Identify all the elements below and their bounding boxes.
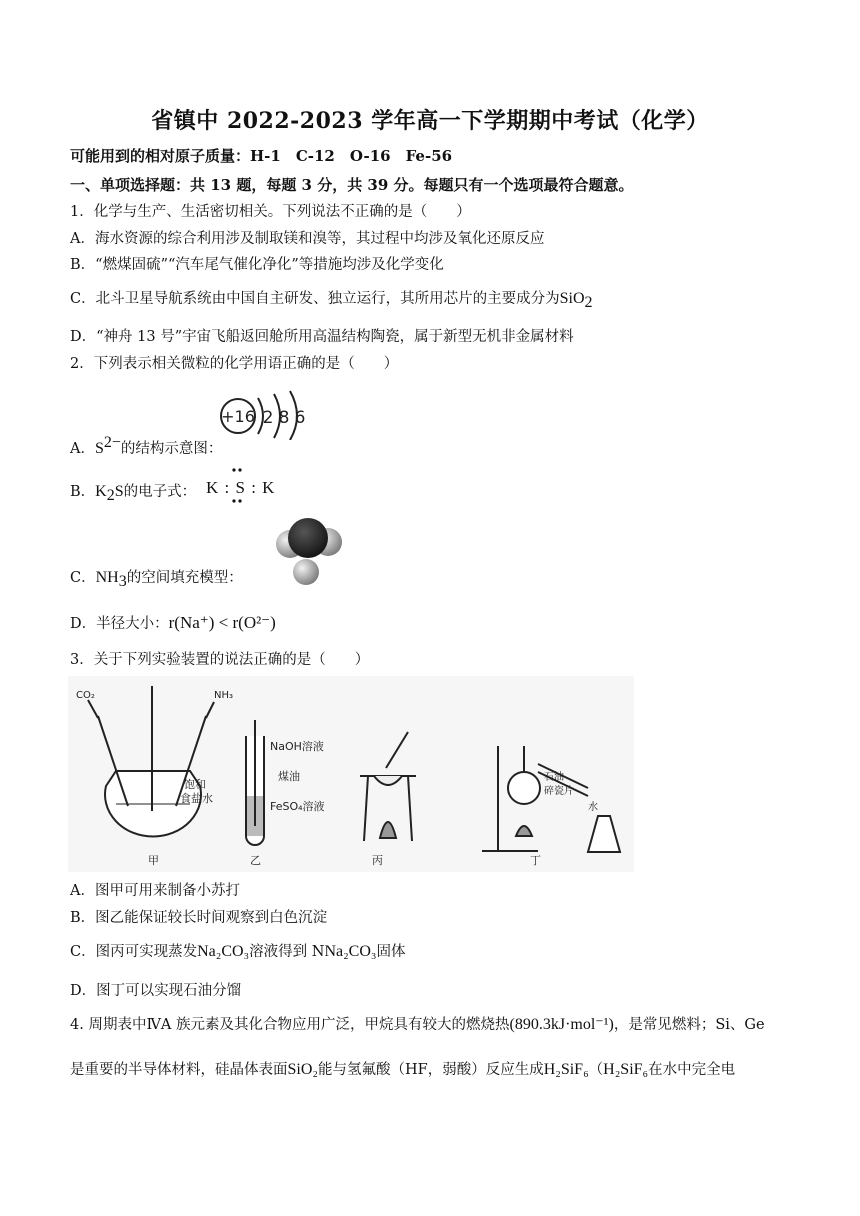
feso4-label: FeSO₄溶液 (270, 800, 325, 813)
q2-option-b (70, 480, 196, 505)
section-heading: 一、单项选择题：共 13 题，每题 3 分，共 39 分。每题只有一个选项最符合题意。 (70, 176, 634, 194)
shell-electrons-2: 8 (278, 408, 290, 428)
q3-option-a: A．图甲可用来制备小苏打 (70, 883, 240, 899)
dot (238, 499, 241, 502)
radius-comparison: r(Na⁺) < r(O²⁻) (168, 613, 276, 632)
nh3-subscript: 3 (118, 572, 127, 590)
q1-option-c-text: C．北斗卫星导航系统由中国自主研发、独立运行，其所用芯片的主要成分为 (70, 291, 560, 307)
q3-option-c (70, 940, 405, 961)
water-label: 水 (588, 802, 598, 813)
nucleus-charge: +16 (221, 407, 255, 426)
page-title: 省镇中 2022-2023 学年高一下学期期中考试（化学） (151, 108, 709, 134)
brine-label-2: 食盐水 (180, 792, 213, 805)
dot (232, 468, 235, 471)
q2-option-c (70, 566, 243, 591)
k2s-formula: K (95, 483, 107, 500)
q4-line-2 (70, 1058, 735, 1079)
electron-formula: K : S : K (206, 478, 276, 497)
experiment-apparatus-figure (68, 676, 634, 872)
k2s-subscript: 2 (106, 486, 115, 504)
q2-option-d (70, 612, 276, 633)
dot (238, 468, 241, 471)
q3-c-text-2: 溶液得到 N (249, 944, 325, 960)
q3-c-text-1: C．图丙可实现蒸发 (70, 944, 198, 960)
nh3-formula: NH (95, 569, 119, 586)
naoh-label: NaOH溶液 (270, 740, 324, 753)
na2co3-formula-2: Na₂CO₃ (324, 943, 377, 960)
q1-option-d: D．“神舟 13 号”宇宙飞船返回舱所用高温结构陶瓷，属于新型无机非金属材料 (70, 329, 574, 345)
q4-line-2-tail: 在水中完全电 (648, 1062, 736, 1078)
q1-option-b: B．“燃煤固硫”“汽车尾气催化净化”等措施均涉及化学变化 (70, 257, 444, 273)
label-yi: 乙 (250, 854, 261, 867)
shell-electrons-3: 6 (294, 408, 306, 428)
q4-line-2-text: 是重要的半导体材料，硅晶体表面 (70, 1062, 288, 1078)
na2co3-formula-1: Na₂CO₃ (197, 943, 250, 960)
s-ion-charge: 2− (103, 434, 121, 451)
sio2-subscript: 2 (584, 293, 593, 311)
kerosene-label: 煤油 (278, 770, 300, 783)
shell-electrons-1: 2 (262, 408, 274, 428)
q4-line-1-tail: ，是常见燃料；Si、Ge (613, 1017, 765, 1033)
chips-label: 碎瓷片 (544, 786, 574, 797)
n-atom (288, 518, 328, 558)
s-ion: S (94, 439, 104, 457)
q2-d-text: D．半径大小： (70, 616, 169, 632)
q1-option-a: A．海水资源的综合利用涉及制取镁和溴等，其过程中均涉及氧化还原反应 (70, 231, 545, 247)
q2-option-a (70, 434, 222, 458)
q3-option-b: B．图乙能保证较长时间观察到白色沉淀 (70, 910, 328, 926)
electron-dots (230, 466, 246, 506)
sio2-formula: SiO (559, 290, 585, 307)
k2s-formula-s: S (114, 483, 124, 500)
q2-c-label: C． (70, 570, 96, 586)
dot (232, 499, 235, 502)
q2-a-text: 的结构示意图： (120, 440, 223, 457)
q4-line-1-text: 4. 周期表中ⅣA 族元素及其化合物应用广泛，甲烷具有较大的燃烧热 (70, 1017, 510, 1033)
q2-b-text: 的电子式： (123, 484, 197, 500)
q2-b-label: B． (70, 484, 96, 500)
q2-a-label: A． (70, 440, 95, 457)
distilling-flask (508, 772, 540, 804)
q1-stem: 1．化学与生产、生活密切相关。下列说法不正确的是（ ） (70, 204, 471, 220)
brine-label-1: 饱和 (184, 778, 206, 791)
q1-option-c (70, 287, 593, 312)
co2-label: CO₂ (76, 690, 95, 701)
q4-line-2-paren: （ (588, 1062, 604, 1078)
h2sif6-formula-2: H₂SiF₆ (603, 1061, 649, 1078)
label-bing: 丙 (372, 854, 383, 867)
q2-c-text: 的空间填充模型： (126, 570, 243, 586)
q3-stem: 3．关于下列实验装置的说法正确的是（ ） (70, 652, 370, 668)
h2sif6-formula-1: H₂SiF₆ (543, 1061, 589, 1078)
oil-label: 石油 (544, 772, 564, 783)
sio2-formula-q4: SiO₂ (287, 1061, 318, 1078)
q4-line-1 (70, 1013, 765, 1034)
h-atom-3 (293, 559, 319, 585)
q2-stem: 2．下列表示相关微粒的化学用语正确的是（ ） (70, 356, 399, 372)
nh3-space-filling-model (250, 514, 350, 590)
atomic-masses: 可能用到的相对原子质量：H-1 C-12 O-16 Fe-56 (70, 147, 453, 165)
q3-c-text-3: 固体 (376, 944, 406, 960)
q3-option-d: D．图丁可以实现石油分馏 (70, 983, 242, 999)
nh3-label: NH₃ (214, 690, 234, 701)
combustion-heat-value: (890.3kJ·mol⁻¹) (509, 1016, 614, 1033)
q4-line-2-mid: 能与氢氟酸（HF，弱酸）反应生成 (317, 1062, 544, 1078)
label-ding: 丁 (530, 854, 541, 867)
sulfide-structure-diagram (218, 386, 318, 440)
label-jia: 甲 (148, 854, 159, 867)
